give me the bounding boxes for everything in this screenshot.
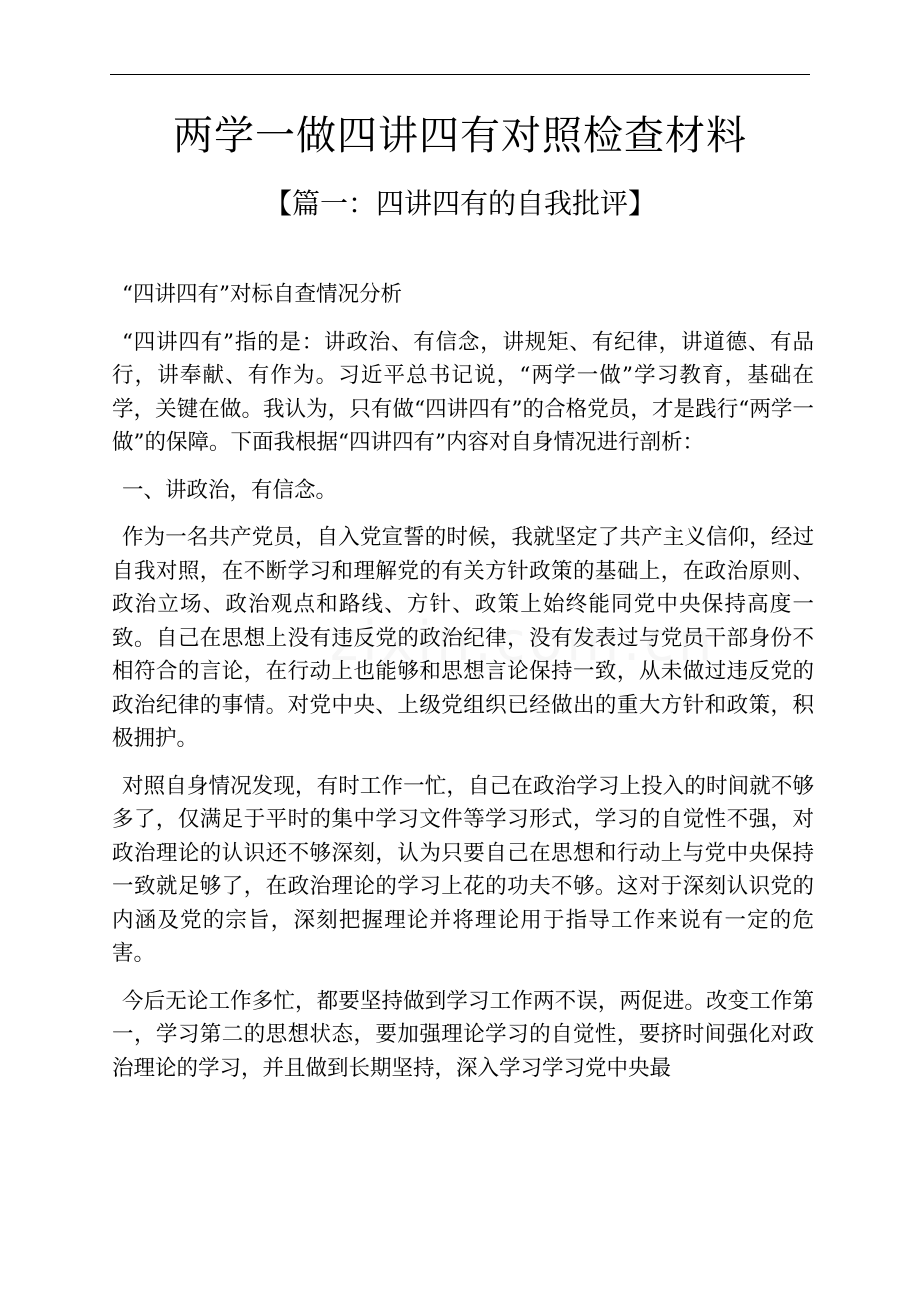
body-paragraph: 今后无论工作多忙，都要坚持做到学习工作两不误，两促进。改变工作第一，学习第二的思想状态，要加强理论学习的自觉性，要挤时间强化对政治理论的学习，并且做到长期坚持，深入学习学习党中央最: [112, 988, 814, 1081]
section-heading-analysis: “四讲四有”对标自查情况分析: [122, 282, 402, 307]
document-body: [112, 278, 814, 1099]
section-heading-politics: 一、讲政治，有信念。: [122, 477, 338, 503]
document-title: 两学一做四讲四有对照检查材料: [173, 113, 747, 159]
header-rule: [110, 74, 810, 75]
intro-paragraph: “四讲四有”指的是：讲政治、有信念，讲规矩、有纪律，讲道德、有品行，讲奉献、有作为。习近平总书记说，“两学一做”学习教育，基础在学，关键在做。我认为，只有做“四讲四有”的合格党员，才是践行“两学一做”的保障。下面我根据“四讲四有”内容对自身情况进行剖析：: [112, 329, 814, 455]
body-paragraph: 作为一名共产党员，自入党宣誓的时候，我就坚定了共产主义信仰，经过自我对照，在不断学习和理解党的有关方针政策的基础上，在政治原则、政治立场、政治观点和路线、方针、政策上始终能同党中央保持高度一致。自己在思想上没有违反党的政治纪律，没有发表过与党员干部身份不相符合的言论，在行动上也能够和思想言论保持一致，从未做过违反党的政治纪律的事情。对党中央、上级党组织已经做出的重大方针和政策，积极拥护。: [112, 525, 814, 751]
body-paragraph: 对照自身情况发现，有时工作一忙，自己在政治学习上投入的时间就不够多了，仅满足于平时的集中学习文件等学习形式，学习的自觉性不强，对政治理论的认识还不够深刻，认为只要自己在思想和行动上与党中央保持一致就足够了，在政治理论的学习上花的功夫不够。这对于深刻认识党的内涵及党的宗旨，深刻把握理论并将理论用于指导工作来说有一定的危害。: [112, 773, 814, 966]
document-subtitle: 【篇一：四讲四有的自我批评】: [263, 187, 656, 220]
